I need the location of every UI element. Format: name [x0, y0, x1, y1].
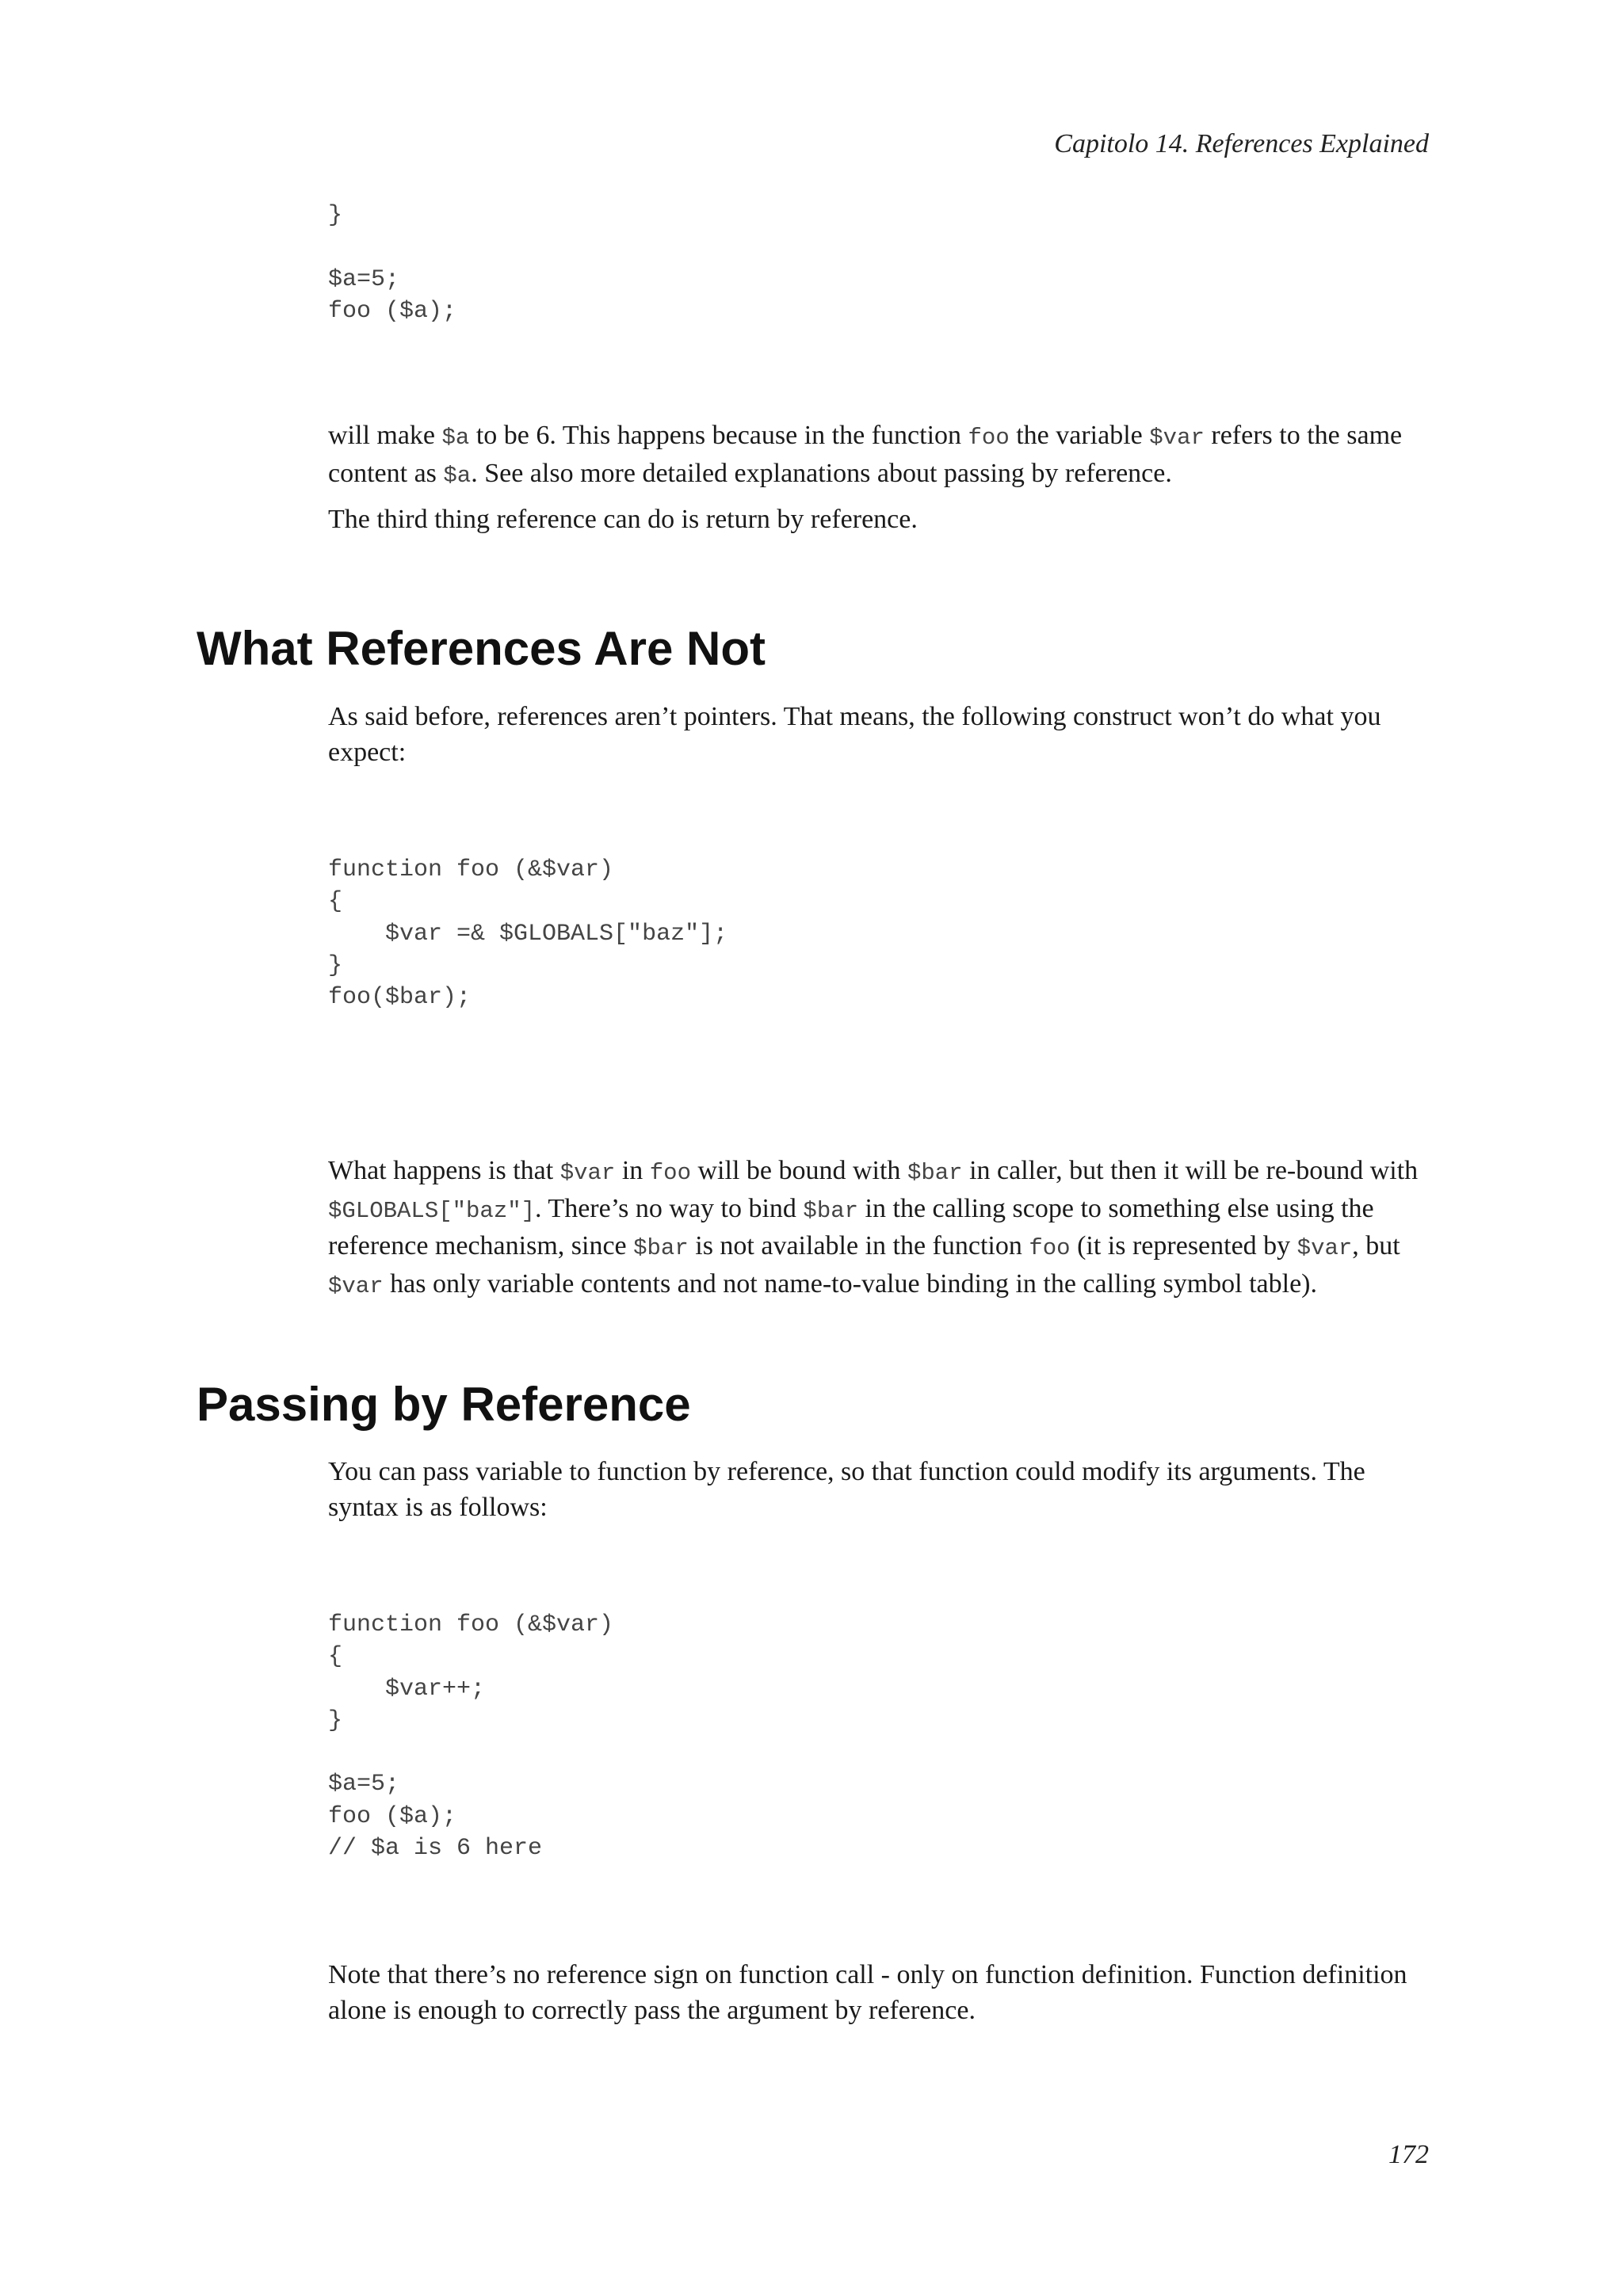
inline-code: $GLOBALS["baz"]: [328, 1197, 536, 1224]
text-run: will make: [328, 421, 442, 450]
code-line: $a=5;: [328, 1771, 400, 1798]
text-run: . There’s no way to bind: [535, 1193, 804, 1223]
text-run: (it is represented by: [1070, 1231, 1297, 1261]
code-line: $a=5;: [328, 265, 400, 293]
inline-code: $bar: [907, 1160, 963, 1186]
section-heading-not: What References Are Not: [197, 622, 766, 675]
inline-code: $var: [1296, 1235, 1353, 1261]
section-passing-intro: You can pass variable to function by reference, so that function could modify its arguments. The syntax is as follows:: [328, 1457, 1365, 1522]
code-line: // $a is 6 here: [328, 1835, 543, 1863]
inline-code: $a: [441, 425, 470, 451]
code-block-not: [328, 854, 727, 1013]
inline-code: foo: [968, 425, 1010, 451]
inline-code: $var: [1149, 425, 1205, 451]
code-line: $var++;: [328, 1675, 486, 1703]
code-line: {: [328, 888, 343, 916]
text-run: will be bound with: [691, 1156, 907, 1185]
text-run: refers to the same content as: [328, 421, 1403, 488]
code-line: }: [328, 202, 343, 229]
text-run: What happens is that: [328, 1156, 560, 1185]
section-not-explanation: [328, 1154, 1438, 1304]
inline-code: $bar: [633, 1235, 689, 1261]
text-run: in the calling scope to something else using the reference mechanism, since: [328, 1193, 1374, 1261]
code-line: foo ($a);: [328, 297, 457, 325]
inline-code: foo: [649, 1160, 691, 1186]
text-run: . See also more detailed explanations about passing by reference.: [471, 458, 1172, 488]
code-line: function foo (&$var): [328, 856, 614, 883]
text-run: is not available in the function: [688, 1231, 1029, 1261]
text-run: the variable: [1009, 421, 1150, 450]
code-block-top: [328, 200, 456, 327]
inline-code: $var: [559, 1160, 616, 1186]
code-block-passing: [328, 1609, 613, 1864]
text-run: , but: [1352, 1231, 1400, 1261]
inline-code: $bar: [803, 1197, 859, 1224]
section-not-intro: As said before, references aren’t pointers. That means, the following construct won’t do what you expect:: [328, 702, 1381, 767]
intro-paragraph-2: The third thing reference can do is return by reference.: [328, 505, 918, 534]
inline-code: $a: [443, 462, 472, 489]
code-line: $var =& $GLOBALS["baz"];: [328, 920, 728, 948]
text-run: in caller, but then it will be re-bound with: [962, 1156, 1419, 1185]
code-line: function foo (&$var): [328, 1611, 614, 1638]
inline-code: $var: [328, 1272, 384, 1299]
code-line: foo($bar);: [328, 984, 472, 1012]
intro-paragraph: [328, 418, 1438, 494]
code-line: foo ($a);: [328, 1802, 457, 1830]
inline-code: foo: [1029, 1235, 1071, 1261]
running-header: Capitolo 14. References Explained: [1054, 129, 1429, 158]
text-run: has only variable contents and not name-to-value binding in the calling symbol table).: [383, 1268, 1317, 1299]
code-line: }: [328, 1707, 343, 1734]
section-passing-note: Note that there’s no reference sign on function call - only on function definition. Function definition alone is enough to correctly pass the argument by reference.: [328, 1960, 1407, 2025]
text-run: in: [615, 1156, 650, 1185]
section-heading-passing: Passing by Reference: [197, 1378, 691, 1431]
code-line: {: [328, 1643, 343, 1671]
code-line: }: [328, 952, 343, 979]
text-run: to be 6. This happens because in the function: [469, 421, 968, 450]
page-number: 172: [1388, 2140, 1429, 2169]
